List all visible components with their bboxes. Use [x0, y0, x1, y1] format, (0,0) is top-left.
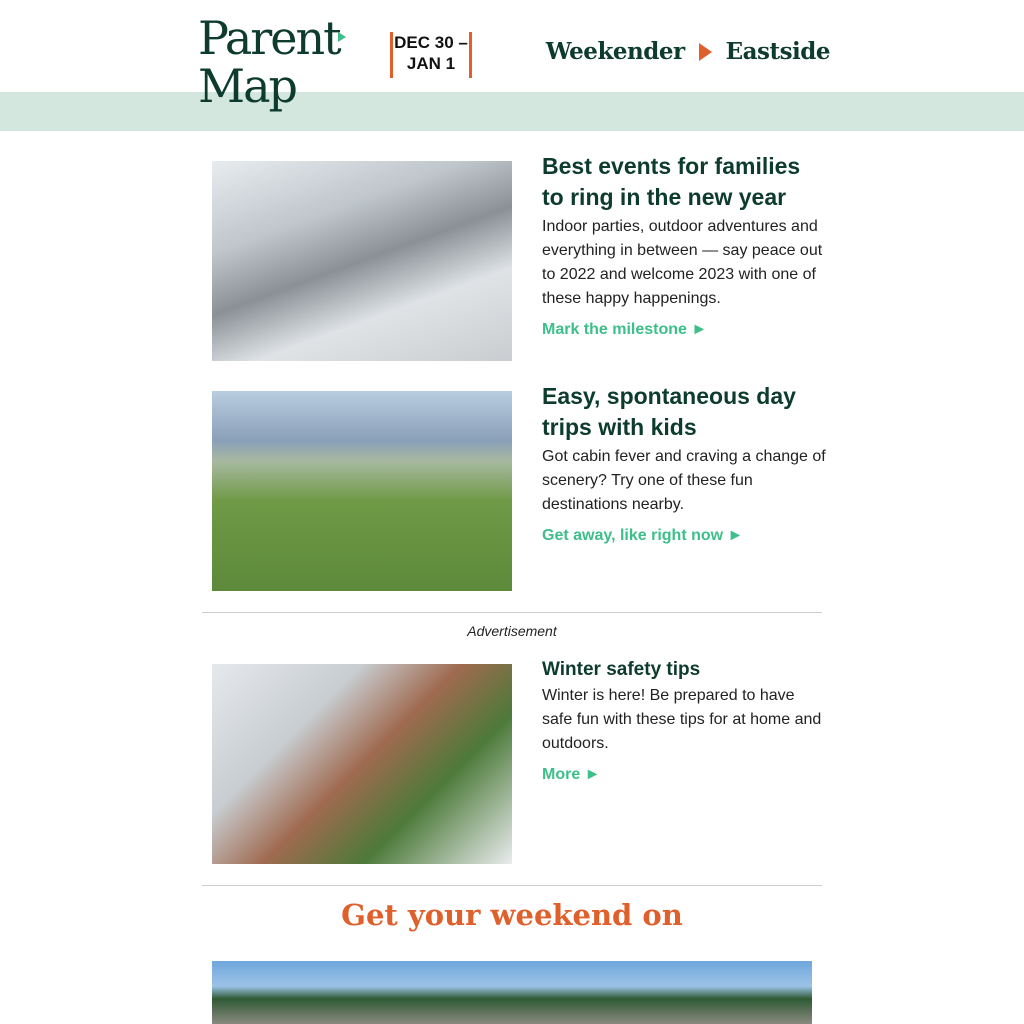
arrow-right-icon	[699, 43, 712, 61]
article-description: Indoor parties, outdoor adventures and everything in between — say peace out to 2022 and welcome 2023 with one of these happy happenings.	[542, 218, 823, 307]
more-link[interactable]: More ►	[542, 766, 601, 783]
ad-description: Winter is here! Be prepared to have safe fun with these tips for at home and outdoors.	[542, 687, 822, 752]
park-image[interactable]	[212, 961, 812, 1024]
header-band	[0, 92, 1024, 131]
section-heading: Get your weekend on	[341, 898, 683, 932]
snowy-forest-family-image[interactable]	[212, 161, 512, 361]
logo-triangle-icon	[338, 32, 346, 42]
mark-the-milestone-link[interactable]: Mark the milestone ►	[542, 321, 708, 338]
divider	[202, 885, 822, 886]
article-title[interactable]: Easy, spontaneous day trips with kids	[542, 383, 796, 440]
header	[0, 0, 1024, 113]
date-end: JAN 1	[406, 54, 456, 73]
article-description: Got cabin fever and craving a change of scenery? Try one of these fun destinations nearby.	[542, 448, 826, 513]
logo-line-1: Parent	[198, 11, 340, 65]
winter-hug-image[interactable]	[212, 664, 512, 864]
divider	[202, 612, 822, 613]
advertisement-label: Advertisement	[467, 623, 557, 639]
kids-in-coats-image[interactable]	[212, 391, 512, 591]
get-away-link[interactable]: Get away, like right now ►	[542, 527, 744, 544]
logo-line-2: Map	[198, 59, 296, 113]
date-range	[390, 32, 472, 78]
breadcrumb-eastside[interactable]: Eastside	[725, 38, 830, 65]
date-start: DEC 30 –	[394, 33, 468, 52]
article-title[interactable]: Best events for families to ring in the new year	[542, 153, 801, 210]
ad-title[interactable]: Winter safety tips	[542, 659, 701, 680]
breadcrumb	[546, 38, 830, 65]
parentmap-logo[interactable]	[198, 11, 340, 113]
breadcrumb-weekender[interactable]: Weekender	[545, 38, 685, 65]
